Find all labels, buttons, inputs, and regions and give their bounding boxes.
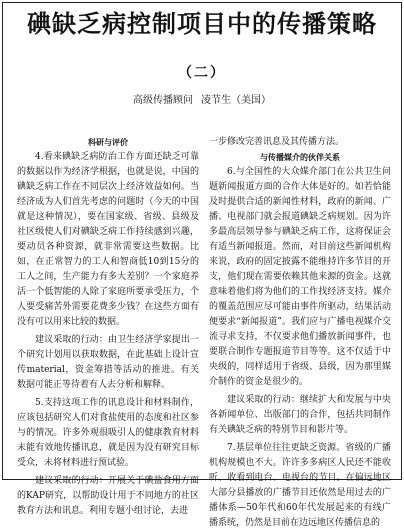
author-name: 凌节生（美国） bbox=[201, 95, 271, 106]
left-column bbox=[17, 135, 199, 516]
author-line bbox=[3, 95, 401, 107]
paragraph: 建议采取的行动：开展关于碘盐食用方面的KAP研究，以帮助设计用于不同地方的社区教育方法和讯息。利用专题小组讨论，去进 bbox=[17, 476, 199, 516]
paragraph: 7.基层单位往往更缺乏资源。省级的广播机构规模也不大。许许多多病区人民还不能收听、收看到电台、电视台的节目。在偏远地区大部分县播放的广播节目还依然是用过去的广播体系—50年代和60年代发展起来的有线广播系统，仍然是目前在边远地区传播信息的 bbox=[209, 443, 391, 528]
document-page bbox=[2, 2, 402, 528]
body-columns bbox=[17, 135, 391, 528]
paragraph: 4.看来碘缺乏病防治工作方面还缺乏可靠的数据以作为经济学根据，也就是说，中国的碘缺乏病工作在不同层次上经济效益如何。当经济成为人们首先考虑的问题时（今天的中国就是这种情况），要在国家级、省级、县级及社区级使人们对碘缺乏病工作持续感到兴趣，要动员各种资源，就非常需要这些数据。比如，在正常智力的工人和智商低10到15分的工人之间，生产能力有多大差别？一个家庭养活一个低智能的人除了家庭所要承受压力，个人要受痛苦外需要花费多少钱？在这些方面有没有可以用来比较的数据。 bbox=[17, 152, 199, 327]
section-heading-media: 与传播媒介的伙伴关系 bbox=[260, 152, 340, 162]
paragraph: 建议采取的行动：由卫生经济学家提出一个研究计划用以获取数据，在此基础上设计宣传material，资金筹措等活动的推进。有关数据可能正等待着有人去分析和解释。 bbox=[17, 335, 199, 390]
paragraph-continued: 一步修改完善讯息及其传播方法。 bbox=[209, 137, 345, 147]
paragraph: 5.支持这项工作的讯息设计和材料制作，应该包括研究人们对食盐使用的态度和社区参与的情况。许多外观很吸引人的健康教育材料未能有效地传播讯息，就是因为没有研究目标受众，未将材料进行预试验。 bbox=[17, 398, 199, 468]
paragraph: 6.与全国性的大众媒介部门在公共卫生问题新闻报道方面的合作大体是好的。如若恰能及时提供合适的新闻性材料，政府的新闻、广播、电视部门就会报道碘缺乏病规划。因为许多最高层领导参与碘缺乏病工作，这将保证会有适当新闻报道。然而，对目前这些新闻机构来说，政府的固定披露不能维持许多节目的开支，他们现在需要依赖其他来源的资金。这就意味着他们将为他们的工作找经济支持。媒介的覆盖范围应尽可能由事件所驱动，结果活动便要求“新闻报道”。我们应与广播电视媒介交流寻求支持，不仅要求他们播放新闻事件，也要联合制作专题报道节目等等。这不仅适于中央级的，同样适用于省级、县级，因为那里媒介制作的资金是很少的。 bbox=[209, 167, 391, 387]
paragraph: 建议采取的行动：继续扩大和发展与中央各新闻单位、出版部门的合作，包括共同制作有关碘缺乏病的特别节目和影片等。 bbox=[209, 395, 391, 435]
article-title: 碘缺乏病控制项目中的传播策略 bbox=[27, 10, 377, 38]
part-number: （二） bbox=[178, 65, 226, 81]
section-heading-research: 科研与评价 bbox=[88, 137, 128, 147]
author-role: 高级传播顾问 bbox=[133, 95, 193, 106]
right-column bbox=[209, 135, 391, 528]
